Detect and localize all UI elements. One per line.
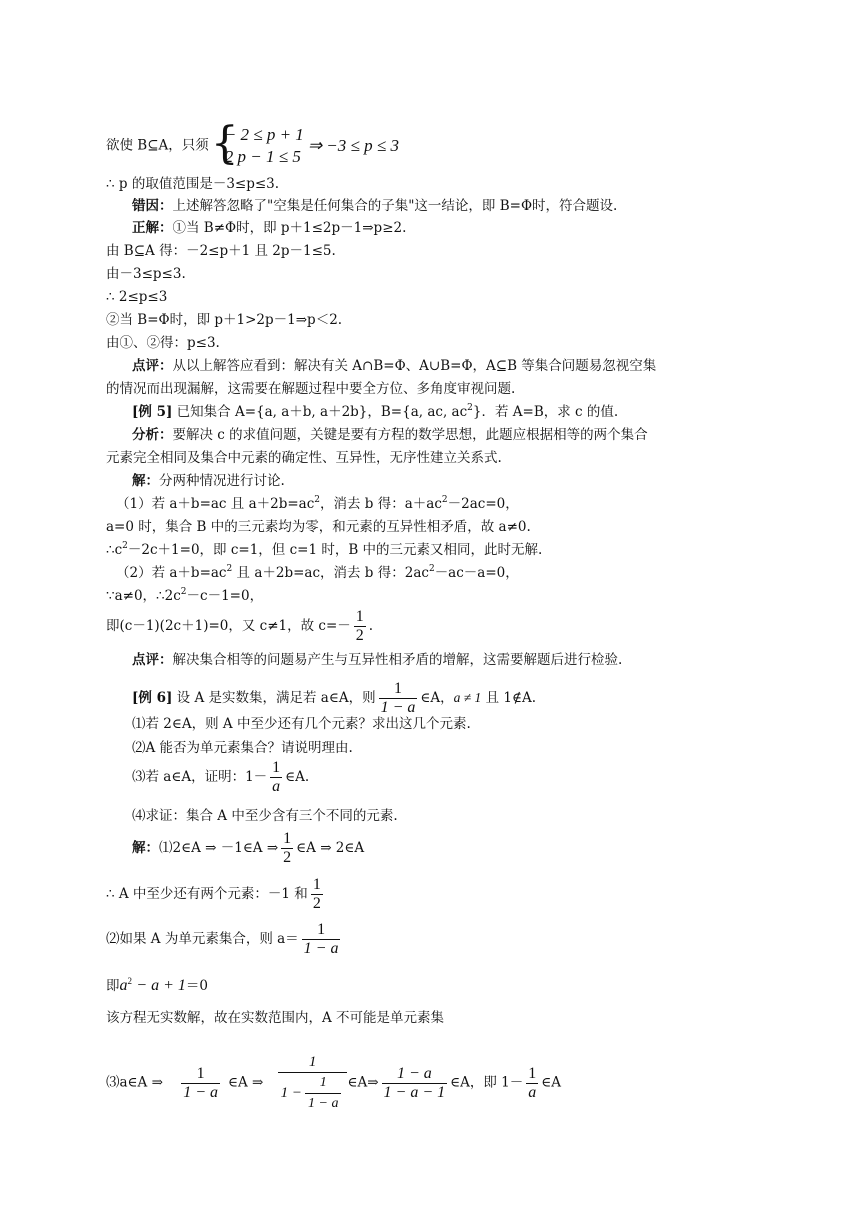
line-text [106, 876, 326, 913]
fraction [305, 1073, 341, 1114]
label-example-5: [例 5] [132, 404, 173, 420]
line-range: ∴ p 的取值范围是－3≤p≤3. [106, 176, 280, 192]
denominator: 1 − a − 1 [383, 1083, 446, 1101]
math: a ≠ 1 [453, 690, 482, 705]
numerator: 1 [312, 876, 321, 893]
numerator: 1 [283, 830, 292, 847]
line-correct [132, 218, 406, 238]
superscript: 2 [122, 541, 128, 551]
text: ∈A，即 1－ [450, 1074, 524, 1091]
line-text [106, 976, 208, 996]
line-text: 由－3≤p≤3. [106, 266, 186, 282]
text: －2c＋1=0，即 c=1，但 c=1 时，B 中的三元素又相同，此时无解. [127, 542, 543, 558]
text: （1）若 a＋b=ac 且 a＋2b=ac [116, 496, 315, 512]
text: 从以上解答应看到：解决有关 A∩B=Φ、A∪B=Φ，A⊆B 等集合问题易忽视空集 [172, 358, 657, 374]
line-answer-3 [106, 1052, 561, 1114]
text: ⑶若 a∈A，证明：1－ [132, 769, 268, 785]
text: 分两种情况进行讨论. [159, 473, 285, 489]
line-case-1 [116, 494, 519, 514]
superscript: 2 [441, 495, 448, 505]
fraction [281, 830, 293, 867]
text: }．若 A=B，求 c 的值. [472, 404, 619, 420]
line-comment-2 [132, 650, 622, 670]
line-question-3 [132, 759, 309, 796]
denominator [278, 1072, 348, 1114]
text: ∈A. [285, 769, 310, 785]
fraction [354, 608, 366, 645]
text: ⑴2∈A ⇒ －1∈A ⇒ [159, 840, 279, 856]
ineq-row-2: 2 p − 1 ≤ 5 [224, 147, 301, 166]
text: 1 − [280, 1084, 303, 1101]
numerator: 1 [308, 1054, 317, 1070]
text: ，消去 b 得：a＋ac [320, 496, 442, 512]
text: 要解决 c 的求值问题，关键是要有方程的数学思想，此题应根据相等的两个集合 [172, 427, 648, 443]
denominator: 1 − a [183, 1083, 218, 1101]
numerator: 1 [319, 1075, 327, 1090]
text: ∵a≠0，∴2c [106, 588, 181, 604]
denominator: 2 [355, 627, 364, 644]
label-comment: 点评： [132, 358, 173, 374]
line-analysis [132, 425, 648, 445]
text: 即(c－1)(2c＋1)=0，又 c≠1，故 c=－ [106, 618, 351, 634]
line-question-4: ⑷求证：集合 A 中至少含有三个不同的元素. [132, 808, 398, 824]
line-solution [132, 471, 285, 491]
label-comment: 点评： [132, 652, 173, 668]
line-text: 的情况而出现漏解，这需要在解题过程中要全方位、多角度审视问题. [106, 381, 516, 397]
fraction [382, 1065, 448, 1102]
text: －ac－a=0， [434, 565, 519, 581]
denominator: 1 − a [380, 699, 416, 716]
text: ＝0 [185, 978, 208, 994]
numerator: 1 [528, 1064, 537, 1082]
text: 设 A 是实数集，满足若 a∈A，则 [176, 690, 376, 706]
numerator: 1 [196, 1064, 205, 1082]
superscript: 2 [314, 495, 321, 505]
superscript: 2 [226, 564, 233, 574]
label-example-6: [例 6] [132, 690, 173, 706]
math: − a + 1 [136, 977, 186, 994]
superscript: 2 [428, 564, 435, 574]
text: . [368, 618, 374, 634]
text: ∈A [541, 1074, 562, 1091]
ineq-row-1: − 2 ≤ p + 1 [224, 125, 304, 144]
text: －2ac=0， [447, 496, 519, 512]
line-text: a=0 时，集合 B 中的三元素均为零，和元素的互异性相矛盾，故 a≠0. [106, 519, 531, 535]
line-text: 由①、②得：p≤3. [106, 335, 220, 351]
numerator: 1 [317, 921, 326, 938]
line-text [106, 921, 343, 958]
label-solution: 解： [132, 473, 159, 489]
numerator: 1 [355, 608, 364, 625]
line-text: ②当 B=Φ时，即 p＋1>2p－1⇒p＜2. [106, 312, 343, 328]
label-correct: 正解： [132, 220, 173, 236]
text: ∈A⇒ [347, 1074, 379, 1091]
text: ①当 B≠Φ时，即 p＋1≤2p－1⇒p≥2. [172, 220, 407, 236]
text: 且 a＋2b=ac，消去 b 得：2ac [232, 565, 429, 581]
line-error [132, 196, 617, 216]
text: 欲使 B⊆A，只须 [106, 137, 209, 154]
line-question-2: ⑵A 能否为单元素集合？请说明理由. [132, 740, 353, 756]
numerator: 1 [272, 759, 281, 776]
fraction [526, 1065, 538, 1102]
fraction [270, 759, 282, 796]
numerator: 1 [393, 680, 402, 697]
text: ∴ A 中至少还有两个元素：－1 和 [106, 886, 308, 902]
numerator: 1 − a [396, 1064, 432, 1082]
text: ∴c [106, 542, 123, 558]
fraction [302, 921, 341, 958]
line-case-2 [116, 563, 519, 583]
inequality-system: { − 2 ≤ p + 1 2 p − 1 ≤ 5 [210, 118, 304, 169]
label-error: 错因： [132, 198, 173, 214]
line-text: 元素完全相同及集合中元素的确定性、互异性，无序性建立关系式. [106, 450, 502, 466]
ineq-result: ⇒ −3 ≤ p ≤ 3 [307, 136, 399, 155]
label-analysis: 分析： [132, 427, 173, 443]
nested-fraction [278, 1052, 348, 1114]
line-comment [132, 356, 656, 376]
denominator: 2 [283, 849, 292, 866]
text: （2）若 a＋b=ac [116, 565, 227, 581]
line-question-1: ⑴若 2∈A，则 A 中至少还有几个元素？求出这几个元素. [132, 716, 471, 732]
text: －c－1=0， [186, 588, 264, 604]
fraction [379, 680, 418, 717]
line-answer-1 [132, 830, 364, 867]
line-text [106, 586, 263, 606]
text: 且 1∉A. [485, 690, 537, 706]
text: 解决集合相等的问题易产生与互异性相矛盾的增解，这需要解题后进行检验. [172, 652, 623, 668]
line-text: ∴ 2≤p≤3 [106, 289, 168, 305]
denominator: 1 − a [303, 940, 339, 957]
line-text: 该方程无实数解，故在实数范围内，A 不可能是单元素集 [106, 1010, 445, 1026]
label-solution: 解： [132, 840, 159, 856]
superscript: 2 [467, 403, 473, 413]
denominator: 1 − a [305, 1093, 341, 1114]
line-condition [106, 118, 399, 169]
denominator: a [528, 1083, 537, 1101]
text: ∈A ⇒ 2∈A [296, 840, 365, 856]
text: ⑵如果 A 为单元素集合，则 a＝ [106, 931, 299, 947]
text: 已知集合 A={a, a＋b, a＋2b}，B={a, ac, ac [176, 404, 468, 420]
line-example-5 [132, 402, 618, 422]
text: ∈A， [420, 690, 454, 706]
line-text [106, 608, 373, 645]
denominator: 2 [312, 895, 321, 912]
denominator: a [272, 778, 281, 795]
superscript: 2 [127, 976, 132, 986]
superscript: 2 [180, 587, 187, 597]
line-example-6 [132, 680, 536, 717]
text: ⑶a∈A ⇒ [106, 1074, 163, 1091]
line-text [106, 540, 542, 560]
math: a [119, 977, 128, 994]
line-text: 由 B⊆A 得：－2≤p＋1 且 2p－1≤5. [106, 243, 336, 259]
text: 即 [106, 978, 120, 994]
fraction [311, 876, 323, 913]
text: ∈A ⇒ [228, 1074, 264, 1091]
fraction [181, 1065, 220, 1102]
text: 上述解答忽略了"空集是任何集合的子集"这一结论，即 B=Φ时，符合题设. [172, 198, 618, 214]
